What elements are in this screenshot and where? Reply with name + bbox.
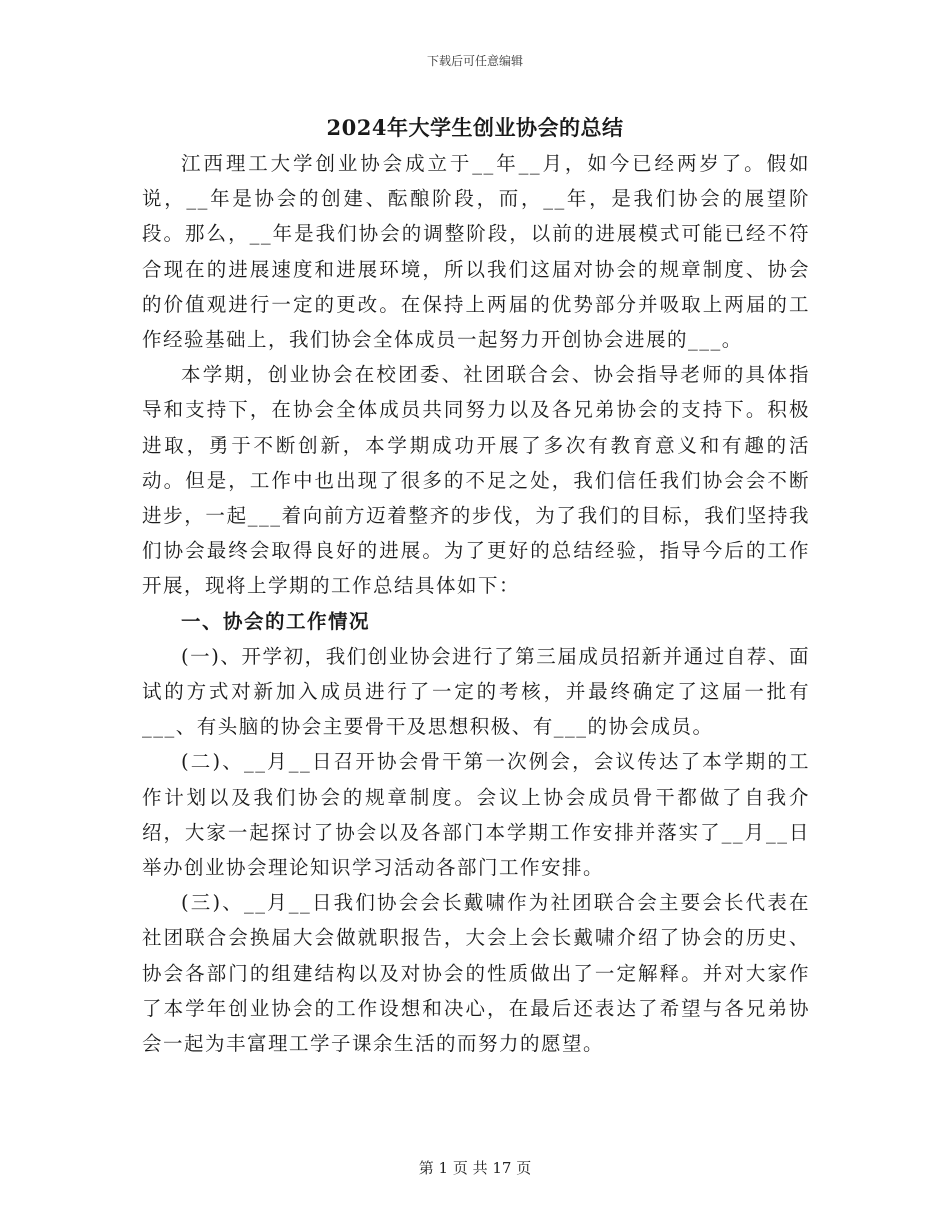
section-item-2: (二)、__月__日召开协会骨干第一次例会，会议传达了本学期的工作计划以及我们协会的规章制度。会议上协会成员骨干都做了自我介绍，大家一起探讨了协会以及各部门本学期工作安排并落实了__月__日举办创业协会理论知识学习活动各部门工作安排。: [142, 750, 810, 880]
intro-paragraph: 江西理工大学创业协会成立于__年__月，如今已经两岁了。假如说，__年是协会的创建、酝酿阶段，而，__年，是我们协会的展望阶段。那么，__年是我们协会的调整阶段，以前的进展模式可能已经不符合现在的进展速度和进展环境，所以我们这届对协会的规章制度、协会的价值观进行一定的更改。在保持上两届的优势部分并吸取上两届的工作经验基础上，我们协会全体成员一起努力开创协会进展的___。: [142, 152, 810, 352]
document-title: 2024年大学生创业协会的总结: [326, 115, 624, 140]
document-body: [142, 146, 810, 1061]
download-note: 下载后可任意编辑: [426, 54, 523, 68]
section-heading: 一、协会的工作情况: [181, 609, 371, 633]
page-number: 第 1 页 共 17 页: [418, 1159, 532, 1177]
section-item-3: (三)、__月__日我们协会会长戴啸作为社团联合会主要会长代表在社团联合会换届大会做就职报告，大会上会长戴啸介绍了协会的历史、协会各部门的组建结构以及对协会的性质做出了一定解释。并对大家作了本学年创业协会的工作设想和决心，在最后还表达了希望与各兄弟协会一起为丰富理工学子课余生活的而努力的愿望。: [142, 891, 810, 1056]
section-item-1: (一)、开学初，我们创业协会进行了第三届成员招新并通过自荐、面试的方式对新加入成员进行了一定的考核，并最终确定了这届一批有___、有头脑的协会主要骨干及思想积极、有___的协会成员。: [142, 644, 810, 739]
summary-paragraph: 本学期，创业协会在校团委、社团联合会、协会指导老师的具体指导和支持下，在协会全体成员共同努力以及各兄弟协会的支持下。积极进取，勇于不断创新，本学期成功开展了多次有教育意义和有趣的活动。但是，工作中也出现了很多的不足之处，我们信任我们协会会不断进步，一起___着向前方迈着整齐的步伐，为了我们的目标，我们坚持我们协会最终会取得良好的进展。为了更好的总结经验，指导今后的工作开展，现将上学期的工作总结具体如下：: [142, 363, 810, 598]
